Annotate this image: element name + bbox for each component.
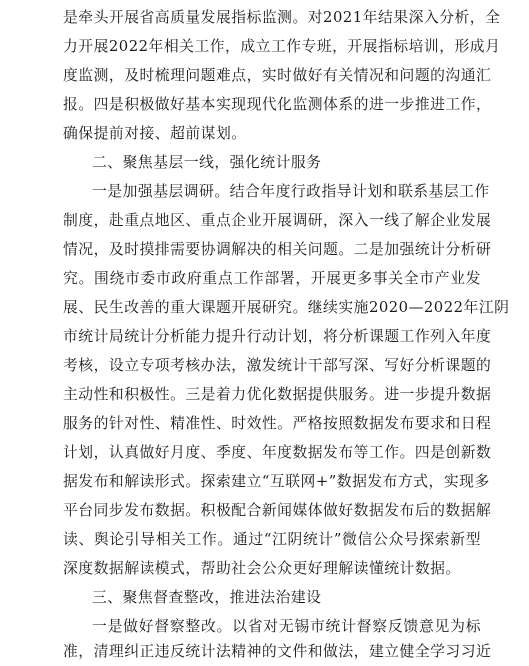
text-line: 主动性和积极性。三是着力优化数据提供服务。进一步提升数据 <box>63 386 492 403</box>
text-line: 确保提前对接、超前谋划。 <box>63 125 247 142</box>
text-line: 据发布和解读形式。探索建立“互联网+”数据发布方式，实现多 <box>63 473 490 490</box>
text-line: 是牵头开展省高质量发展指标监测。对2021年结果深入分析，全 <box>63 9 501 26</box>
text-line: 究。围绕市委市政府重点工作部署，开展更多事关全市产业发 <box>63 270 481 287</box>
text-line: 市统计局统计分析能力提升行动计划，将分析课题工作列入年度 <box>63 328 492 345</box>
section-heading: 二、聚焦基层一线，强化统计服务 <box>92 154 322 171</box>
paragraph-first-line: 一是做好督察整改。以省对无锡市统计督察反馈意见为标 <box>92 618 481 635</box>
text-line: 情况，及时摸排需要协调解决的相关问题。二是加强统计分析研 <box>63 241 492 258</box>
paragraph-first-line: 一是加强基层调研。结合年度行政指导计划和联系基层工作 <box>92 183 490 200</box>
text-line: 服务的针对性、精准性、时效性。严格按照数据发布要求和日程 <box>63 415 492 432</box>
text-line: 读、舆论引导相关工作。通过“江阴统计”微信公众号探索新型 <box>63 531 481 548</box>
text-line: 深度数据解读模式，帮助社会公众更好理解读懂统计数据。 <box>63 560 461 577</box>
text-line: 展、民生改善的重大课题开展研究。继续实施2020—2022年江阴 <box>63 299 510 316</box>
text-line: 力开展2022年相关工作，成立工作专班，开展指标培训，形成月 <box>63 38 501 55</box>
text-line: 报。四是积极做好基本实现现代化监测体系的进一步推进工作， <box>63 96 492 113</box>
text-line: 度监测，及时梳理问题难点，实时做好有关情况和问题的沟通汇 <box>63 67 492 84</box>
section-heading: 三、聚焦督查整改，推进法治建设 <box>92 589 322 606</box>
text-line: 考核，设立专项考核办法，激发统计干部写深、写好分析课题的 <box>63 357 492 374</box>
text-line: 制度，赴重点地区、重点企业开展调研，深入一线了解企业发展 <box>63 212 492 229</box>
text-line: 准，清理纠正违反统计法精神的文件和做法，建立健全学习习近 <box>63 643 492 660</box>
text-line: 平台同步发布数据。积极配合新闻媒体做好数据发布后的数据解 <box>63 502 492 519</box>
text-line: 计划，认真做好月度、季度、年度数据发布等工作。四是创新数 <box>63 444 492 461</box>
